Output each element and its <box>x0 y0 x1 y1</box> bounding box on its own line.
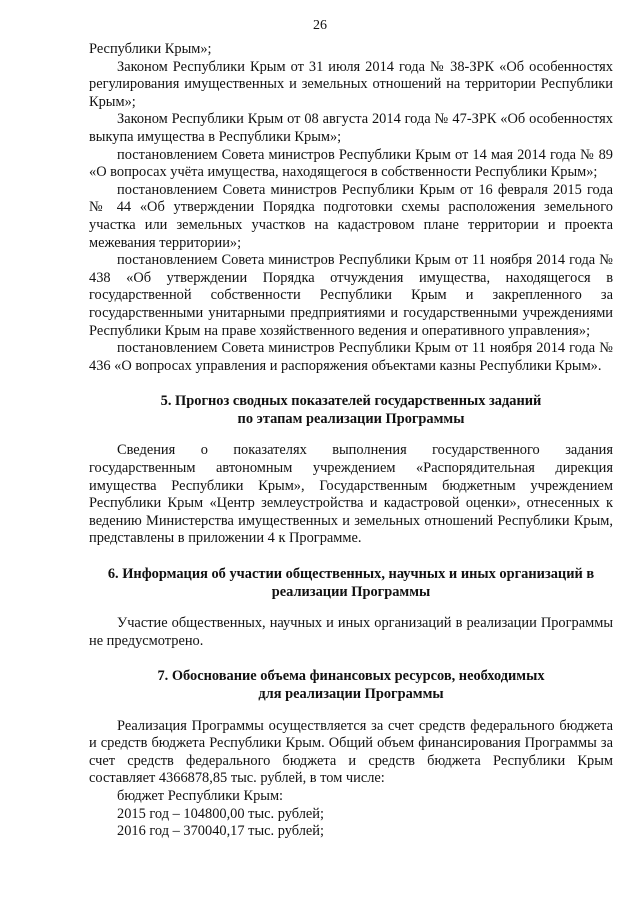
page-number: 26 <box>313 18 327 33</box>
section-heading <box>89 393 613 428</box>
paragraph: Реализация Программы осуществляется за счет средств федерального бюджета и средств бюджета Республики Крым. Общий объем финансирования Программы за счет средств федерального бюджета и средств бюджета Республики Крым составляет 4366878,85 тыс. рублей, в том числе: <box>89 717 613 787</box>
paragraph: Законом Республики Крым от 08 августа 2014 года № 47-ЗРК «Об особенностях выкупа имущества в Республики Крым»; <box>89 111 613 145</box>
paragraph: постановлением Совета министров Республики Крым от 16 февраля 2015 года № 44 «Об утверждении Порядка подготовки схемы расположения земельного участка или земельных участков на кадастровом плане территории и проекта межевания территории»; <box>89 181 613 251</box>
section-heading-line: для реализации Программы <box>258 686 444 702</box>
section-heading-line: 6. Информация об участии общественных, научных и иных организаций в <box>107 566 595 583</box>
section-heading <box>89 566 613 601</box>
list-item: 2015 год – 104800,00 тыс. рублей; <box>117 805 324 822</box>
paragraph: Участие общественных, научных и иных организаций в реализации Программы не предусмотрено. <box>89 615 613 649</box>
section-heading-line: реализации Программы <box>271 583 431 600</box>
paragraph: постановлением Совета министров Республики Крым от 11 ноября 2014 года № 438 «Об утверждении Порядка отчуждения имущества, находящегося в государственной собственности Республики Крым и закрепленного за государственными унитарными предприятиями и государственными учреждениями Республики Крым на праве хозяйственного ведения и оперативного управления»; <box>89 252 613 339</box>
paragraph: постановлением Совета министров Республики Крым от 14 мая 2014 года № 89 «О вопросах учёта имущества, находящегося в собственности Республики Крым»; <box>89 146 613 181</box>
document-body <box>89 41 613 841</box>
list-item: бюджет Республики Крым: <box>117 787 284 804</box>
section-heading <box>89 668 613 703</box>
paragraph: Законом Республики Крым от 31 июля 2014 года № 38-ЗРК «Об особенностях регулирования имущественных и земельных отношений на территории Республики Крым»; <box>89 58 613 110</box>
paragraph: Сведения о показателях выполнения государственного задания государственным автономным учреждением «Распорядительная дирекция имущества Республики Крым», Государственным бюджетным учреждением Республики Крым «Центр землеустройства и кадастровой оценки», отнесенных к ведению Министерства имущественных и земельных отношений Республики Крым, представлены в приложении 4 к Программе. <box>89 442 613 547</box>
funding-list <box>89 788 613 841</box>
section-heading-line: по этапам реализации Программы <box>237 410 465 427</box>
paragraph: постановлением Совета министров Республики Крым от 11 ноября 2014 года № 436 «О вопросах управления и распоряжения объектами казны Республики Крым». <box>89 340 613 374</box>
section-heading-line: 7. Обоснование объема финансовых ресурсов, необходимых <box>157 668 545 685</box>
paragraph: Республики Крым»; <box>89 41 212 57</box>
list-item: 2016 год – 370040,17 тыс. рублей; <box>117 823 324 840</box>
section-heading-line: 5. Прогноз сводных показателей государственных заданий <box>160 393 542 410</box>
